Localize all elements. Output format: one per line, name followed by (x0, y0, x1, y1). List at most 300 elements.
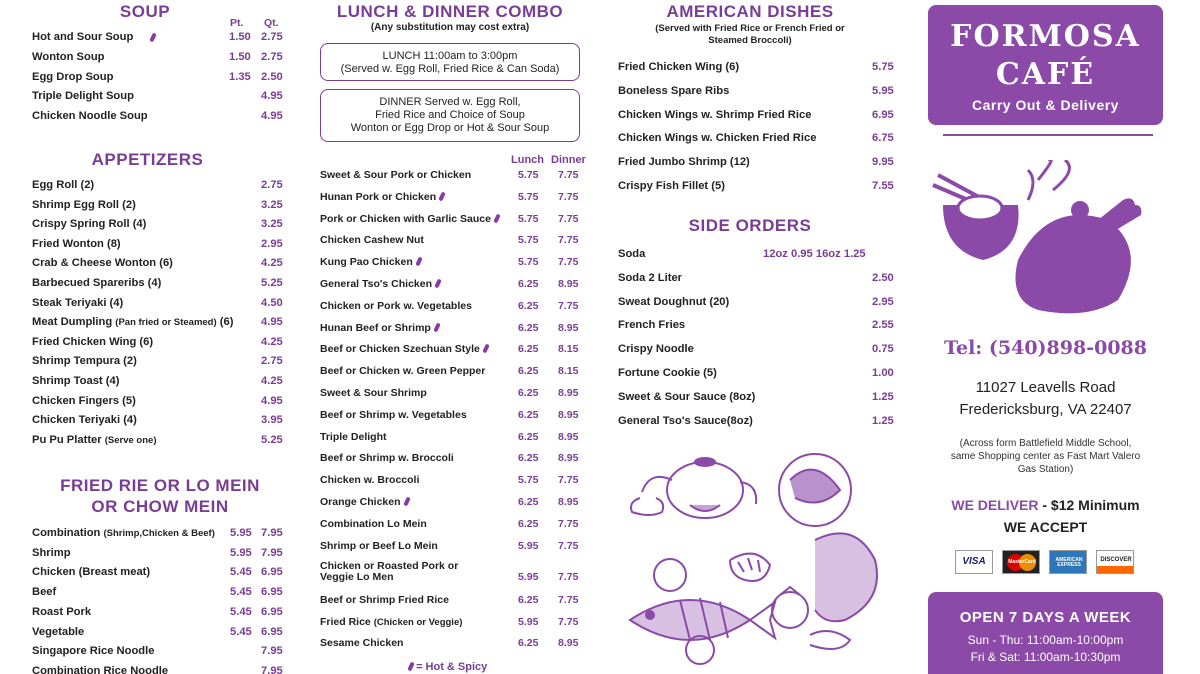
combo-item (320, 452, 595, 466)
appetizer-item-name (32, 238, 121, 250)
side-item-name: French Fries (618, 319, 686, 332)
fried-name-text: Combination (32, 527, 101, 539)
combo-lunch-price: 6.25 (518, 321, 539, 334)
combo-dinner-price: 7.75 (558, 256, 579, 269)
combo-name-text: Pork or Chicken with Garlic Sauce (320, 212, 491, 225)
combo-subtitle: (Any substitution may cost extra) (370, 22, 530, 33)
fried-price-small: 5.45 (230, 625, 252, 638)
combo-item-name (320, 234, 424, 246)
combo-name-text: Kung Pao Chicken (320, 256, 413, 269)
combo-dinner-price: 7.75 (558, 169, 579, 181)
appetizer-item (32, 414, 287, 428)
combo-dinner-price: 7.75 (558, 212, 579, 225)
card-mastercard-label: MasterCard (1008, 559, 1036, 565)
address-line1: 11027 Leavells Road (975, 379, 1116, 396)
deliver-label: WE DELIVER (951, 497, 1039, 513)
american-item-name: Fried Jumbo Shrimp (12) (618, 156, 750, 169)
side-price: 2.50 (872, 271, 894, 284)
fried-name-text: Shrimp (32, 546, 71, 559)
american-item (618, 61, 894, 75)
appetizer-item (32, 375, 287, 389)
combo-name-text: Sweet & Sour Pork or Chicken (320, 169, 472, 181)
dinner-box (320, 89, 580, 142)
american-item (618, 84, 894, 99)
appetizer-name-text: Barbecued Spareribs (4) (32, 277, 162, 289)
appetizer-item-name (32, 218, 146, 230)
appetizer-name-text: Steak Teriyaki (4) (32, 296, 124, 309)
soup-title: SOUP (119, 2, 171, 21)
appetizer-item (32, 257, 287, 271)
fried-item-name (32, 547, 71, 559)
combo-lunch-price: 6.25 (518, 637, 539, 650)
soup-item-pt-price: 1.50 (229, 50, 251, 63)
appetizer-note: (Pan fried or Steamed) (115, 317, 217, 329)
side-price: 2.55 (872, 319, 894, 332)
combo-lunch-price: 5.75 (518, 212, 539, 225)
american-item-name: Crispy Fish Fillet (5) (618, 180, 725, 192)
spicy-legend-text: = Hot & Spicy (416, 661, 488, 673)
fried-price-large: 6.95 (261, 566, 283, 579)
fried-item-name (32, 606, 91, 618)
side-item-name: General Tso's Sauce(8oz) (618, 414, 753, 427)
hot-pepper-icon (493, 213, 500, 223)
appetizer-name-text: Crispy Spring Roll (4) (32, 218, 147, 231)
combo-dinner-price: 7.75 (558, 517, 579, 530)
combo-col-lunch: Lunch (511, 154, 544, 166)
hours-box (928, 592, 1163, 674)
appetizer-item (32, 218, 287, 232)
american-item-name: Fried Chicken Wing (6) (618, 61, 740, 73)
combo-name-text: Shrimp or Beef Lo Mein (320, 539, 438, 552)
combo-item-name (320, 365, 485, 377)
appetizer-item (32, 355, 287, 369)
combo-item-name (320, 343, 488, 355)
pepper-icon (810, 533, 877, 649)
american-subtitle-line1: (Served with Fried Rice or French Fried or (655, 23, 845, 34)
fried-item (32, 606, 287, 620)
combo-lunch-price: 6.25 (518, 408, 539, 421)
appetizer-item-name (32, 414, 137, 426)
side-item-name: Crispy Noodle (618, 343, 694, 356)
appetizer-price: 4.50 (261, 296, 283, 309)
phone-number[interactable]: Tel: (540)898-0088 (944, 337, 1147, 359)
combo-lunch-price: 5.95 (518, 539, 539, 552)
hot-pepper-icon (438, 191, 445, 201)
appetizer-price: 3.25 (261, 218, 283, 231)
appetizer-item-name (32, 375, 119, 387)
hot-pepper-icon (433, 322, 440, 332)
combo-lunch-price: 5.75 (518, 256, 539, 269)
fried-price-small: 5.45 (230, 586, 252, 599)
combo-item (320, 496, 595, 510)
combo-item-name (320, 278, 440, 290)
combo-name-text: Hunan Beef or Shrimp (320, 321, 431, 334)
appetizer-name-text: Chicken Teriyaki (4) (32, 414, 137, 427)
combo-lunch-price: 6.25 (518, 387, 539, 399)
combo-item-name (320, 616, 462, 628)
american-title: AMERICAN DISHES (666, 2, 834, 21)
location-note-line2: same Shopping center as Fast Mart Valero (950, 451, 1141, 462)
fried-name-text: Chicken (Breast meat) (32, 566, 151, 579)
appetizer-item (32, 199, 287, 213)
lunch-line1: LUNCH 11:00am to 3:00pm (382, 50, 518, 62)
card-amex-label: AMERICAN EXPRESS (1055, 557, 1083, 568)
american-item (618, 108, 894, 123)
fried-name-text: Combination Rice Noodle (32, 664, 169, 674)
combo-item (320, 540, 595, 554)
combo-dinner-price: 8.95 (558, 321, 579, 334)
side-price: 2.95 (872, 295, 894, 308)
side-item-name: Sweet & Sour Sauce (8oz) (618, 390, 756, 403)
combo-note: (Chicken or Veggie) (373, 616, 463, 628)
side-item (618, 390, 894, 405)
fried-price-large: 6.95 (261, 625, 283, 638)
food-illustration (620, 450, 910, 670)
combo-item-name (320, 452, 454, 464)
card-discover (1096, 550, 1134, 574)
american-item (618, 132, 894, 146)
location-note-line1: (Across form Battlefield Middle School, (959, 438, 1132, 449)
combo-dinner-price: 8.15 (558, 365, 579, 378)
combo-lunch-price: 5.95 (518, 571, 539, 584)
location-note-line3: Gas Station) (1017, 464, 1074, 475)
appetizer-price: 4.95 (261, 316, 283, 329)
combo-name-text: Hunan Pork or Chicken (320, 190, 437, 203)
soup-item-name: Hot and Sour Soup (32, 31, 134, 43)
card-discover-label: DISCOVER (1100, 557, 1132, 563)
combo-lunch-price: 6.25 (518, 365, 539, 378)
american-price: 5.75 (872, 61, 894, 73)
fried-item (32, 645, 287, 659)
appetizer-item-name (32, 277, 161, 289)
soup-item-name: Wonton Soup (32, 50, 105, 63)
combo-name-text: Fried Rice (320, 615, 371, 628)
soup-item-pt-price: 1.35 (229, 70, 251, 83)
appetizer-note: (Serve one) (104, 434, 157, 446)
fried-item (32, 626, 287, 640)
appetizer-suffix: (6) (219, 316, 234, 329)
hot-pepper-icon (403, 497, 410, 507)
combo-item-name (320, 256, 421, 268)
combo-dinner-price: 7.75 (558, 234, 579, 247)
combo-name-text: Triple Delight (320, 430, 387, 443)
soup-col-pt: Pt. (230, 17, 244, 29)
combo-item-name (320, 474, 419, 486)
combo-dinner-price: 8.15 (558, 343, 579, 356)
combo-name-text: Chicken w. Broccoli (320, 474, 420, 487)
chicken-bowl-icon (928, 160, 1158, 320)
combo-dinner-price: 8.95 (558, 430, 579, 443)
appetizer-name-text: Crab & Cheese Wonton (6) (32, 257, 173, 270)
appetizer-name-text: Shrimp Egg Roll (2) (32, 198, 136, 211)
plate-icon (779, 454, 851, 526)
side-item-name: Sweat Doughnut (20) (618, 295, 730, 308)
combo-item (320, 474, 595, 488)
hot-pepper-icon (434, 279, 441, 289)
lunch-box (320, 43, 580, 81)
combo-name-text: Orange Chicken (320, 496, 401, 508)
brand-panel (928, 0, 1163, 674)
fried-price-small: 5.95 (230, 527, 252, 539)
combo-lunch-price: 6.25 (518, 517, 539, 530)
combo-item-name (320, 300, 472, 312)
combo-name-text: Beef or Shrimp w. Broccoli (320, 452, 454, 465)
combo-item-name (320, 213, 499, 225)
fried-name-text: Beef (32, 586, 57, 599)
combo-name-text: Beef or Shrimp w. Vegetables (320, 408, 467, 421)
appetizer-price: 4.25 (261, 257, 283, 270)
combo-name-line2: Veggie Lo Men (320, 571, 394, 584)
side-item-sizes: 12oz 0.95 16oz 1.25 (763, 248, 866, 260)
appetizer-name-text: Chicken Fingers (5) (32, 394, 136, 407)
fried-item-name (32, 665, 168, 674)
combo-item (320, 256, 595, 270)
fried-item-name (32, 586, 56, 598)
combo-name-text: Beef or Shrimp Fried Rice (320, 593, 449, 606)
combo-dinner-price: 7.75 (558, 615, 579, 628)
card-visa-label: VISA (962, 556, 986, 567)
appetizer-price: 4.25 (261, 375, 283, 387)
american-price: 6.95 (872, 108, 894, 121)
soup-col-qt: Qt. (264, 17, 279, 29)
combo-dinner-price: 8.95 (558, 408, 579, 421)
fish-icon (630, 559, 775, 664)
combo-name-text: Beef or Chicken Szechuan Style (320, 343, 480, 356)
side-item (618, 271, 894, 286)
soup-item-qt-price: 4.95 (261, 90, 283, 103)
side-item (618, 319, 894, 333)
combo-item-name (320, 594, 449, 606)
combo-lunch-price: 6.25 (518, 343, 539, 356)
hours-line1: Sun - Thu: 11:00am-10:00pm (967, 633, 1124, 647)
side-item (618, 295, 894, 310)
combo-dinner-price: 8.95 (558, 387, 579, 399)
soup-item-name: Triple Delight Soup (32, 90, 134, 103)
side-item (618, 343, 894, 357)
lunch-line2: (Served w. Egg Roll, Fried Rice & Can Soda) (340, 63, 560, 75)
side-price: 0.75 (872, 343, 894, 356)
appetizer-price: 3.95 (261, 414, 283, 427)
fried-title-line1: FRIED RIE OR LO MEIN (60, 476, 260, 495)
appetizer-price: 3.25 (261, 198, 283, 211)
logo-tagline: Carry Out & Delivery (972, 97, 1119, 113)
combo-item (320, 365, 595, 379)
hours-line2: Fri & Sat: 11:00am-10:30pm (970, 650, 1121, 664)
soup-item-qt-price: 2.75 (261, 31, 283, 43)
appetizer-item (32, 297, 287, 311)
combo-dinner-price: 7.75 (558, 539, 579, 552)
sides-title: SIDE ORDERS (688, 216, 812, 235)
american-item-name: Chicken Wings w. Shrimp Fried Rice (618, 108, 812, 121)
combo-lunch-price: 5.75 (518, 234, 539, 247)
combo-item-name (320, 540, 438, 552)
card-mastercard (1002, 550, 1040, 574)
card-amex (1049, 550, 1087, 574)
appetizer-item (32, 395, 287, 409)
combo-dinner-price: 8.95 (558, 637, 579, 650)
american-item-name: Chicken Wings w. Chicken Fried Rice (618, 132, 817, 145)
combo-item (320, 387, 595, 401)
fried-item (32, 665, 287, 674)
combo-item (320, 343, 595, 357)
combo-lunch-price: 5.75 (518, 190, 539, 203)
hot-pepper-icon (415, 257, 422, 267)
appetizer-name-text: Egg Roll (2) (32, 179, 95, 191)
soup-item-qt-price: 2.50 (261, 70, 283, 83)
combo-dinner-price: 8.95 (558, 278, 579, 290)
combo-lunch-price: 6.25 (518, 299, 539, 312)
combo-item-name (320, 322, 439, 334)
logo-name-line1: FORMOSA (950, 19, 1141, 54)
soup-item-name: Chicken Noodle Soup (32, 110, 148, 123)
combo-name-text: Chicken Cashew Nut (320, 234, 424, 247)
combo-lunch-price: 5.75 (518, 169, 539, 181)
soup-item (32, 71, 287, 85)
dinner-line1: DINNER Served w. Egg Roll, (379, 96, 521, 108)
combo-col-dinner: Dinner (551, 154, 586, 166)
appetizer-item-name (32, 199, 136, 211)
combo-name-text: General Tso's Chicken (320, 278, 433, 290)
american-item (618, 180, 894, 194)
fried-price-large: 6.95 (261, 605, 283, 618)
fried-name-text: Roast Pork (32, 605, 92, 618)
deliver-line (928, 497, 1163, 513)
combo-dinner-price: 7.75 (558, 299, 579, 312)
appetizer-price: 4.25 (261, 335, 283, 348)
combo-lunch-price: 6.25 (518, 593, 539, 606)
appetizer-name-text: Fried Wonton (8) (32, 237, 121, 250)
fried-price-large: 6.95 (261, 586, 283, 599)
combo-item (320, 213, 595, 227)
appetizer-price: 2.95 (261, 237, 283, 250)
combo-item-name (320, 191, 444, 203)
appetizer-price: 5.25 (261, 277, 283, 289)
spicy-legend (405, 661, 487, 673)
appetizer-price: 2.75 (261, 179, 283, 191)
appetizer-item-name (32, 316, 233, 328)
appetizer-item-name (32, 395, 136, 407)
appetizer-name-text: Shrimp Tempura (2) (32, 355, 137, 368)
fried-price-small: 5.95 (230, 546, 252, 559)
fried-item (32, 547, 287, 561)
appetizer-item-name (32, 355, 137, 367)
fried-item-name (32, 566, 150, 578)
american-item-name: Boneless Spare Ribs (618, 84, 730, 97)
hours-title: OPEN 7 DAYS A WEEK (959, 609, 1132, 626)
side-item-name: Fortune Cookie (5) (618, 367, 717, 379)
american-price: 7.55 (872, 180, 894, 192)
we-accept: WE ACCEPT (1003, 519, 1088, 535)
appetizer-price: 2.75 (261, 355, 283, 368)
combo-item-name (320, 387, 427, 399)
combo-item (320, 278, 595, 292)
fried-item-name (32, 527, 215, 539)
appetizer-item (32, 316, 287, 330)
appetizer-item-name (32, 179, 94, 191)
combo-dinner-price: 7.75 (558, 474, 579, 487)
appetizer-item-name (32, 434, 157, 446)
fried-item (32, 527, 287, 541)
appetizer-price: 4.95 (261, 394, 283, 407)
combo-item (320, 169, 595, 183)
combo-item-name (320, 561, 458, 583)
combo-item-name (320, 518, 427, 530)
combo-item-name (320, 637, 403, 649)
soup-item (32, 90, 287, 104)
combo-item (320, 322, 595, 336)
combo-dinner-price: 7.75 (558, 571, 579, 584)
shrimp-icon (730, 554, 770, 581)
combo-lunch-price: 5.95 (518, 615, 539, 628)
soup-item (32, 110, 287, 124)
combo-name-text: Combination Lo Mein (320, 517, 427, 530)
soup-item (32, 51, 287, 65)
combo-dinner-price: 7.75 (558, 593, 579, 606)
american-price: 9.95 (872, 156, 894, 169)
address-line2: Fredericksburg, VA 22407 (959, 401, 1132, 418)
appetizers-title: APPETIZERS (91, 150, 204, 169)
soup-item (32, 31, 287, 45)
combo-item (320, 594, 595, 608)
hot-pepper-icon (149, 33, 156, 43)
combo-name-text: Sesame Chicken (320, 637, 404, 650)
combo-item (320, 561, 595, 585)
appetizer-item (32, 179, 287, 193)
hot-pepper-icon (407, 662, 414, 672)
dinner-line2: Fried Rice and Choice of Soup (375, 109, 525, 121)
american-price: 5.95 (872, 84, 894, 97)
fried-item (32, 586, 287, 600)
combo-item (320, 518, 595, 532)
side-price: 1.25 (872, 414, 894, 427)
fried-price-large: 7.95 (261, 645, 283, 658)
fried-name-text: Singapore Rice Noodle (32, 645, 155, 658)
appetizer-name-text: Shrimp Toast (4) (32, 375, 120, 387)
teapot-icon (631, 458, 756, 518)
soup-item-qt-price: 2.75 (261, 50, 283, 63)
soup-item-name: Egg Drop Soup (32, 70, 114, 83)
soup-item-qt-price: 4.95 (261, 110, 283, 123)
american-price: 6.75 (872, 132, 894, 145)
divider (943, 134, 1153, 136)
combo-dinner-price: 7.75 (558, 190, 579, 203)
soup-item-pt-price: 1.50 (229, 31, 251, 43)
side-item-name: Soda 2 Liter (618, 271, 683, 284)
appetizer-item (32, 277, 287, 291)
side-item (618, 414, 894, 429)
card-visa (955, 550, 993, 574)
combo-lunch-price: 6.25 (518, 452, 539, 465)
appetizer-name-text: Meat Dumpling (32, 316, 113, 329)
combo-name-text: Chicken or Roasted Pork or (320, 560, 459, 573)
fried-price-small: 5.45 (230, 566, 252, 579)
fried-price-large: 7.95 (261, 664, 283, 674)
side-price: 1.00 (872, 367, 894, 379)
fried-price-large: 7.95 (261, 527, 283, 539)
fried-price-large: 7.95 (261, 546, 283, 559)
combo-item (320, 300, 595, 314)
fried-name-text: Vegetable (32, 625, 85, 638)
appetizer-price: 5.25 (261, 433, 283, 446)
appetizer-item-name (32, 297, 123, 309)
side-item (618, 248, 888, 262)
fried-item (32, 566, 287, 580)
combo-item (320, 191, 595, 205)
appetizer-item-name (32, 336, 153, 348)
appetizer-name-text: Fried Chicken Wing (6) (32, 335, 154, 348)
combo-lunch-price: 6.25 (518, 430, 539, 443)
side-item (618, 367, 894, 381)
